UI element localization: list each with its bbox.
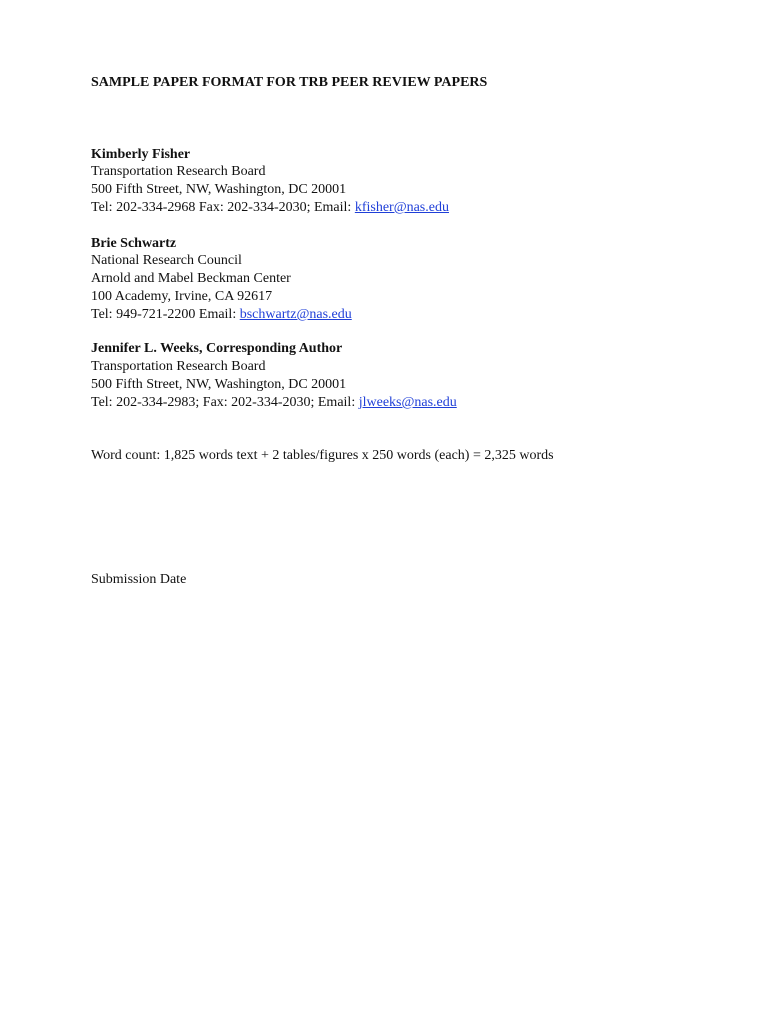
author-address: 500 Fifth Street, NW, Washington, DC 20001 <box>91 182 347 197</box>
author-contact <box>91 394 457 412</box>
author-name: Jennifer L. Weeks, Corresponding Author <box>91 341 343 356</box>
email-link[interactable]: kfisher@nas.edu <box>354 200 449 215</box>
author-address: 100 Academy, Irvine, CA 92617 <box>91 289 273 304</box>
contact-text: Tel: 202-334-2983; Fax: 202-334-2030; Email: <box>91 395 359 410</box>
paper-title: SAMPLE PAPER FORMAT FOR TRB PEER REVIEW PAPERS <box>91 75 488 90</box>
email-link[interactable]: bschwartz@nas.edu <box>239 307 352 322</box>
contact-text: Tel: 949-721-2200 Email: <box>91 307 240 322</box>
author-affiliation: Transportation Research Board <box>91 164 266 179</box>
author-affiliation: Arnold and Mabel Beckman Center <box>91 271 291 286</box>
author-contact <box>91 199 449 217</box>
author-address: 500 Fifth Street, NW, Washington, DC 20001 <box>91 377 347 392</box>
email-link[interactable]: jlweeks@nas.edu <box>358 395 457 410</box>
author-contact <box>91 306 352 324</box>
author-name: Brie Schwartz <box>91 236 177 251</box>
author-name: Kimberly Fisher <box>91 147 191 162</box>
submission-date: Submission Date <box>91 572 187 587</box>
author-affiliation: Transportation Research Board <box>91 359 266 374</box>
word-count: Word count: 1,825 words text + 2 tables/figures x 250 words (each) = 2,325 words <box>91 448 554 463</box>
contact-text: Tel: 202-334-2968 Fax: 202-334-2030; Email: <box>91 200 355 215</box>
author-affiliation: National Research Council <box>91 253 242 268</box>
